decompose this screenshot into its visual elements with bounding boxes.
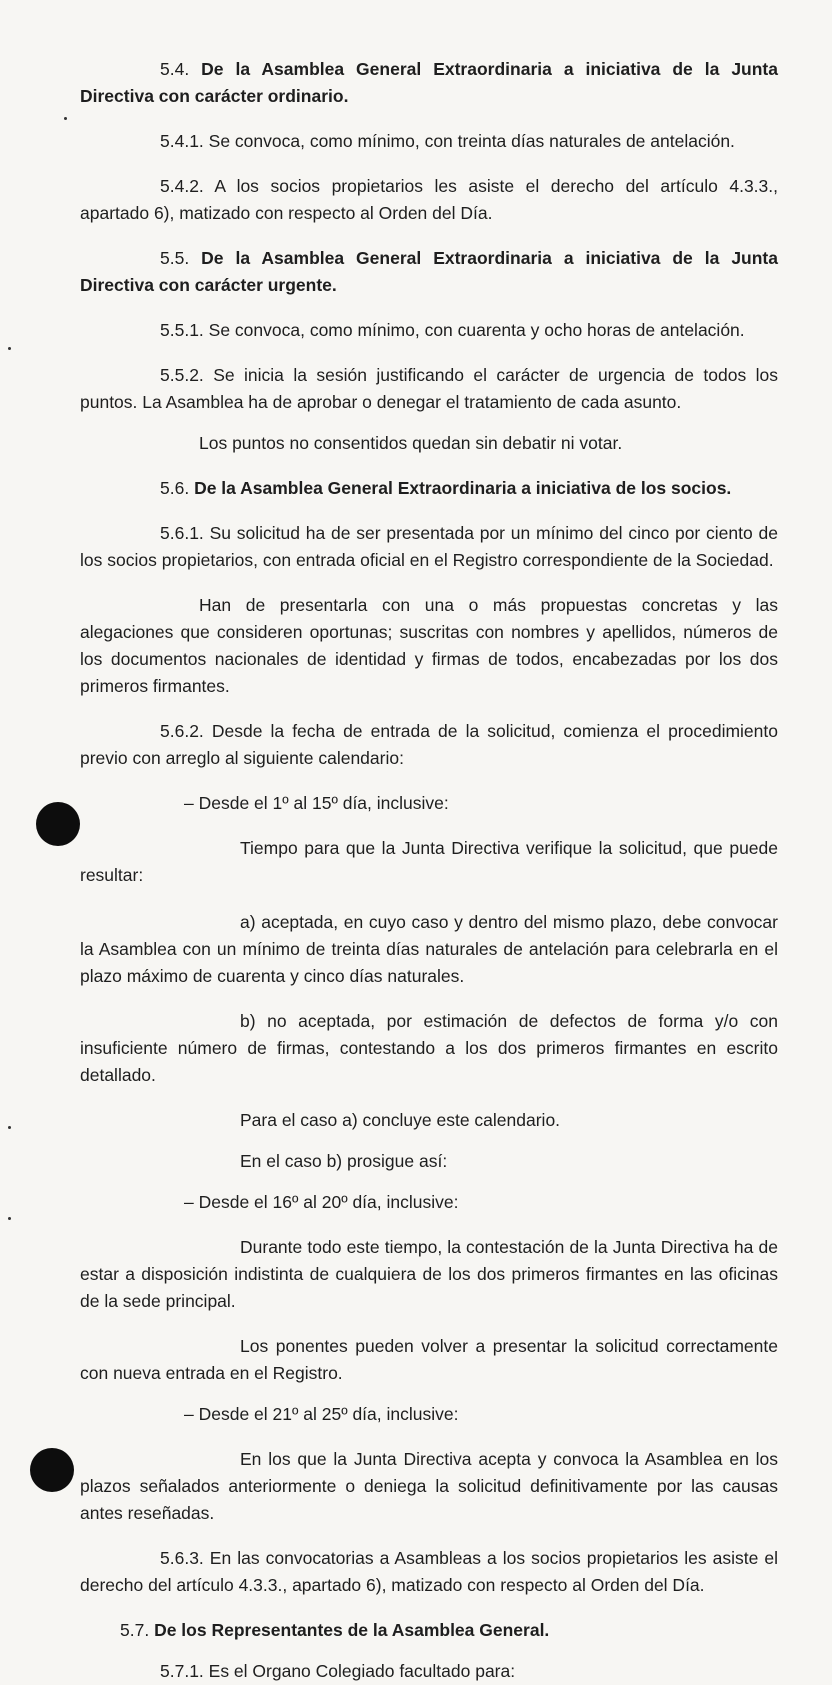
- period-21-25: – Desde el 21º al 25º día, inclusive:: [184, 1404, 459, 1424]
- paragraph-5-6-3: 5.6.3. En las convocatorias a Asambleas a los socios propietarios les asiste el derecho del artículo 4.3.3., apartado 6), matizado con respecto al Orden del Día.: [80, 1548, 778, 1595]
- paragraph-5-5-2-note: Los puntos no consentidos quedan sin debatir ni votar.: [199, 433, 623, 453]
- period-16-20: – Desde el 16º al 20º día, inclusive:: [184, 1192, 459, 1212]
- punch-hole-mark: [30, 1448, 74, 1492]
- heading-5-7: [80, 1617, 778, 1644]
- option-a: a) aceptada, en cuyo caso y dentro del mismo plazo, debe convocar la Asamblea con un mínimo de treinta días naturales de antelación para celebrarla en el plazo máximo de cuarenta y cinco días naturales.: [80, 912, 778, 986]
- heading-number: 5.5.: [160, 248, 190, 268]
- case-b-note: En el caso b) prosigue así:: [240, 1151, 448, 1171]
- period-1-15: – Desde el 1º al 15º día, inclusive:: [184, 793, 449, 813]
- heading-5-4: [80, 56, 778, 110]
- period-1-15-desc: Tiempo para que la Junta Directiva verifique la solicitud, que puede resultar:: [80, 838, 778, 885]
- scan-speck: [8, 347, 11, 350]
- document-page: [80, 56, 778, 1685]
- heading-number: 5.7.: [120, 1620, 150, 1640]
- scan-speck: [64, 117, 67, 120]
- period-21-25-desc: En los que la Junta Directiva acepta y convoca la Asamblea en los plazos señalados anteriormente o deniega la solicitud definitivamente por las causas antes reseñadas.: [80, 1449, 778, 1523]
- paragraph-5-6-2: 5.6.2. Desde la fecha de entrada de la solicitud, comienza el procedimiento previo con arreglo al siguiente calendario:: [80, 721, 778, 768]
- punch-hole-mark: [36, 802, 80, 846]
- paragraph-5-5-1: 5.5.1. Se convoca, como mínimo, con cuarenta y ocho horas de antelación.: [160, 320, 745, 340]
- paragraph-5-6-1: 5.6.1. Su solicitud ha de ser presentada por un mínimo del cinco por ciento de los socios propietarios, con entrada oficial en el Registro correspondiente de la Sociedad.: [80, 523, 778, 570]
- paragraph-5-4-1: 5.4.1. Se convoca, como mínimo, con treinta días naturales de antelación.: [160, 131, 735, 151]
- scan-speck: [8, 1217, 11, 1220]
- paragraph-5-4-2: 5.4.2. A los socios propietarios les asiste el derecho del artículo 4.3.3., apartado 6), matizado con respecto al Orden del Día.: [80, 176, 778, 223]
- paragraph-5-5-2: 5.5.2. Se inicia la sesión justificando el carácter de urgencia de todos los puntos. La Asamblea ha de aprobar o denegar el tratamiento de cada asunto.: [80, 365, 778, 412]
- heading-5-5: [80, 245, 778, 299]
- heading-text: De la Asamblea General Extraordinaria a iniciativa de la Junta Directiva con carácter ordinario.: [80, 59, 778, 106]
- period-16-20-resubmit: Los ponentes pueden volver a presentar la solicitud correctamente con nueva entrada en el Registro.: [80, 1336, 778, 1383]
- heading-text: De la Asamblea General Extraordinaria a iniciativa de la Junta Directiva con carácter urgente.: [80, 248, 778, 295]
- heading-5-6: [80, 475, 778, 502]
- case-a-note: Para el caso a) concluye este calendario.: [240, 1110, 561, 1130]
- option-b: b) no aceptada, por estimación de defectos de forma y/o con insuficiente número de firmas, contestando a los dos primeros firmantes en escrito detallado.: [80, 1011, 778, 1085]
- period-16-20-desc: Durante todo este tiempo, la contestación de la Junta Directiva ha de estar a disposición indistinta de cualquiera de los dos primeros firmantes en las oficinas de la sede principal.: [80, 1237, 778, 1311]
- heading-number: 5.4.: [160, 59, 190, 79]
- paragraph-5-6-1-detail: Han de presentarla con una o más propuestas concretas y las alegaciones que consideren oportunas; suscritas con nombres y apellidos, números de los documentos nacionales de identidad y firmas de todos, encabezadas por los dos primeros firmantes.: [80, 595, 778, 696]
- heading-number: 5.6.: [160, 478, 190, 498]
- paragraph-5-7-1: 5.7.1. Es el Organo Colegiado facultado para:: [160, 1661, 516, 1681]
- heading-text: De la Asamblea General Extraordinaria a iniciativa de los socios.: [194, 478, 732, 498]
- scan-speck: [8, 1126, 11, 1129]
- heading-text: De los Representantes de la Asamblea General.: [154, 1620, 550, 1640]
